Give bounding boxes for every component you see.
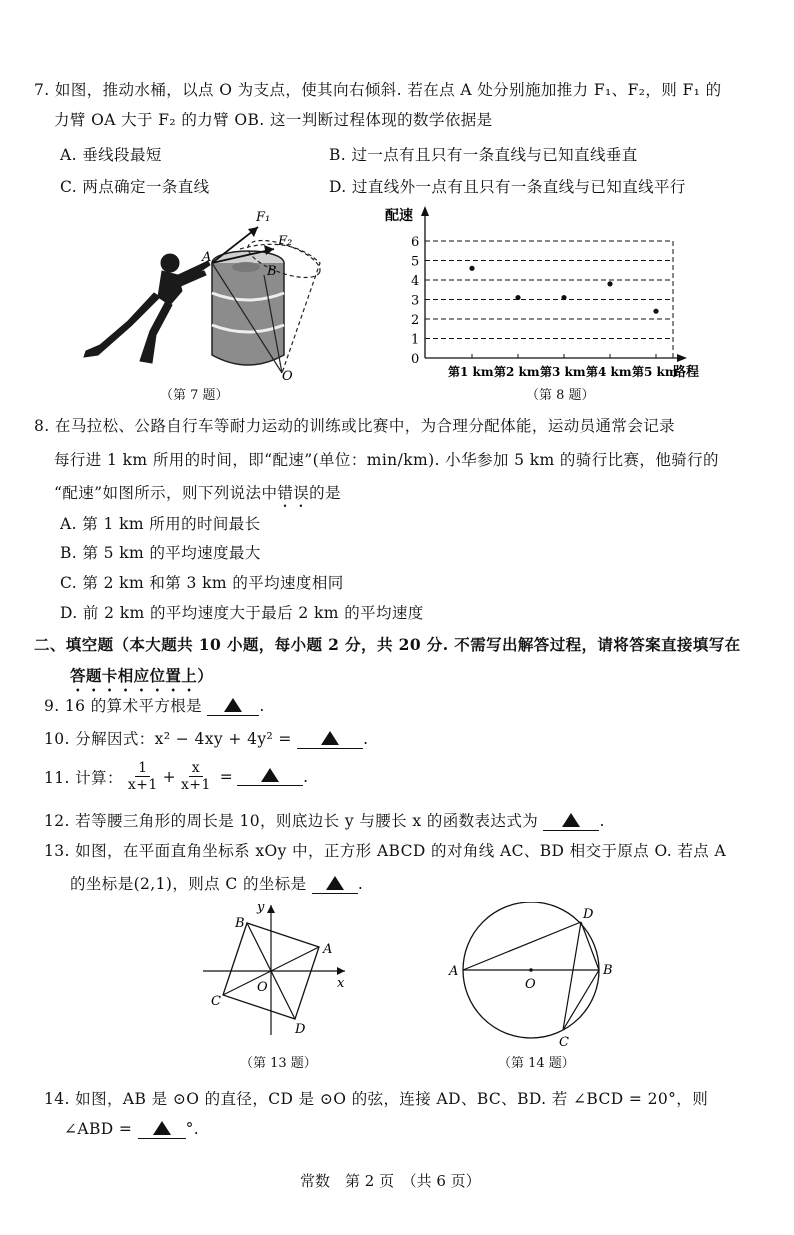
label-B: B bbox=[267, 264, 277, 279]
x-axis-arrow bbox=[677, 354, 687, 362]
y-tick-label: 0 bbox=[411, 352, 420, 367]
triangle-icon bbox=[321, 731, 339, 745]
q8-line3-emphasis: 错误 bbox=[277, 484, 310, 502]
q8-option-a: A. 第 1 km 所用的时间最长 bbox=[60, 515, 261, 533]
label-D: D bbox=[583, 907, 594, 922]
q14-line1: 14. 如图，AB 是 ⊙O 的直径，CD 是 ⊙O 的弦，连接 AD、BC、BD. 若 ∠BCD = 20°，则 bbox=[44, 1090, 709, 1108]
q10: 10. 分解因式：x² − 4xy + 4y² = . bbox=[44, 730, 369, 748]
q14-caption: （第 14 题） bbox=[498, 1056, 575, 1071]
section2-line2 bbox=[70, 664, 213, 695]
q8-line3-post: 的是 bbox=[309, 484, 341, 502]
q7-line1: 7. 如图，推动水桶，以点 O 为支点，使其向右倾斜. 若在点 A 处分别施加推力 F₁、F₂，则 F₁ 的 bbox=[34, 81, 722, 99]
x-tick-label: 第5 km bbox=[632, 365, 678, 379]
section2-emphasis: 答题卡相应位置上 bbox=[70, 666, 198, 685]
y-tick-label: 2 bbox=[411, 313, 420, 328]
triangle-icon bbox=[224, 698, 242, 712]
q14-figure bbox=[445, 902, 625, 1052]
answer-blank[interactable] bbox=[138, 1120, 186, 1139]
label-y: y bbox=[257, 900, 265, 915]
label-A: A bbox=[323, 942, 333, 957]
q9-text: 9. 16 的算术平方根是 bbox=[44, 697, 203, 715]
data-point bbox=[469, 266, 474, 271]
triangle-icon bbox=[153, 1121, 171, 1135]
label-C: C bbox=[559, 1035, 569, 1050]
answer-blank[interactable] bbox=[237, 767, 303, 786]
label-A: A bbox=[202, 250, 212, 265]
q7-figure bbox=[70, 205, 340, 385]
label-B: B bbox=[603, 963, 613, 978]
label-O: O bbox=[525, 977, 536, 992]
q11-eq: = bbox=[219, 767, 234, 786]
answer-blank[interactable] bbox=[207, 697, 259, 716]
q7-option-b: B. 过一点有且只有一条直线与已知直线垂直 bbox=[329, 146, 638, 164]
data-point bbox=[515, 295, 520, 300]
x-tick-label: 第3 km bbox=[540, 365, 586, 379]
q13-caption: （第 13 题） bbox=[240, 1056, 317, 1071]
q8-chart bbox=[380, 200, 720, 385]
data-point bbox=[607, 281, 612, 286]
person-pushing-icon bbox=[84, 254, 210, 363]
triangle-icon bbox=[261, 768, 279, 782]
q8-option-d: D. 前 2 km 的平均速度大于最后 2 km 的平均速度 bbox=[60, 604, 424, 622]
q8-option-b: B. 第 5 km 的平均速度最大 bbox=[60, 544, 261, 562]
q14-line2: ∠ABD = °. bbox=[64, 1120, 200, 1138]
q13-line2: 的坐标是(2,1)，则点 C 的坐标是 . bbox=[70, 875, 364, 893]
label-D: D bbox=[295, 1022, 306, 1037]
label-C: C bbox=[211, 994, 221, 1009]
y-tick-label: 5 bbox=[411, 254, 420, 270]
q7-line2: 力臂 OA 大于 F₂ 的力臂 OB. 这一判断过程体现的数学依据是 bbox=[54, 111, 493, 129]
q8-line1: 8. 在马拉松、公路自行车等耐力运动的训练或比赛中，为合理分配体能，运动员通常会记录 bbox=[34, 417, 676, 435]
x-tick-label: 第2 km bbox=[494, 365, 540, 379]
triangle-icon bbox=[326, 876, 344, 890]
q13-line1: 13. 如图，在平面直角坐标系 xOy 中，正方形 ABCD 的对角线 AC、BD 相交于原点 O. 若点 A bbox=[44, 842, 727, 860]
label-x: x bbox=[337, 976, 345, 991]
fraction-2: $\frac{x}{x+1}$ bbox=[181, 760, 211, 793]
q13-figure bbox=[195, 895, 360, 1040]
q10-text: 10. 分解因式：x² − 4xy + 4y² = bbox=[44, 730, 292, 748]
label-O: O bbox=[257, 980, 268, 995]
answer-blank[interactable] bbox=[543, 812, 599, 831]
answer-blank[interactable] bbox=[312, 875, 358, 894]
y-tick-label: 6 bbox=[411, 235, 420, 250]
label-F1: F₁ bbox=[256, 210, 271, 225]
q7-option-a: A. 垂线段最短 bbox=[60, 146, 162, 164]
q8-line3 bbox=[54, 481, 341, 511]
fraction-1: $\frac{1}{x+1}$ bbox=[127, 760, 158, 793]
label-O: O bbox=[282, 369, 293, 384]
x-tick-label: 第1 km bbox=[448, 365, 494, 379]
q11: 11. 计算： $\frac{1}{x+1}$ + $\frac{x}{x+1}$ = . bbox=[44, 760, 309, 793]
page-footer: 常数 第 2 页 （共 6 页） bbox=[300, 1172, 481, 1190]
answer-blank[interactable] bbox=[297, 730, 363, 749]
q8-caption: （第 8 题） bbox=[526, 388, 595, 403]
q9: 9. 16 的算术平方根是 . bbox=[44, 697, 265, 715]
q7-option-c: C. 两点确定一条直线 bbox=[60, 178, 210, 196]
y-axis-arrow bbox=[421, 206, 429, 216]
q7-caption: （第 7 题） bbox=[160, 388, 229, 403]
q7-option-d: D. 过直线外一点有且只有一条直线与已知直线平行 bbox=[329, 178, 686, 196]
q8-line3-pre: “配速”如图所示，则下列说法中 bbox=[54, 484, 278, 502]
x-tick-label: 第4 km bbox=[586, 365, 632, 379]
label-B: B bbox=[235, 916, 245, 931]
q12: 12. 若等腰三角形的周长是 10，则底边长 y 与腰长 x 的函数表达式为 . bbox=[44, 812, 605, 830]
q11-plus: + bbox=[162, 767, 177, 786]
y-tick-label: 4 bbox=[411, 274, 420, 289]
label-A: A bbox=[449, 964, 459, 979]
y-axis-label: 配速 bbox=[385, 208, 413, 224]
data-point bbox=[561, 295, 566, 300]
label-F2: F₂ bbox=[278, 234, 293, 249]
section2-line2-post: ） bbox=[197, 666, 214, 685]
y-tick-label: 1 bbox=[411, 332, 420, 348]
q11-pre: 11. 计算： bbox=[44, 768, 123, 787]
x-axis-label: 路程 bbox=[673, 365, 700, 380]
q8-line2: 每行进 1 km 所用的时间，即“配速”(单位：min/km). 小华参加 5 km 的骑行比赛，他骑行的 bbox=[54, 451, 719, 469]
data-point bbox=[653, 309, 658, 314]
triangle-icon bbox=[562, 813, 580, 827]
y-tick-label: 3 bbox=[411, 293, 420, 309]
q8-option-c: C. 第 2 km 和第 3 km 的平均速度相同 bbox=[60, 574, 344, 592]
q12-text: 12. 若等腰三角形的周长是 10，则底边长 y 与腰长 x 的函数表达式为 bbox=[44, 812, 539, 830]
section2-line1: 二、填空题（本大题共 10 小题，每小题 2 分，共 20 分. 不需写出解答过程，请将答案直接填写在 bbox=[34, 635, 741, 654]
